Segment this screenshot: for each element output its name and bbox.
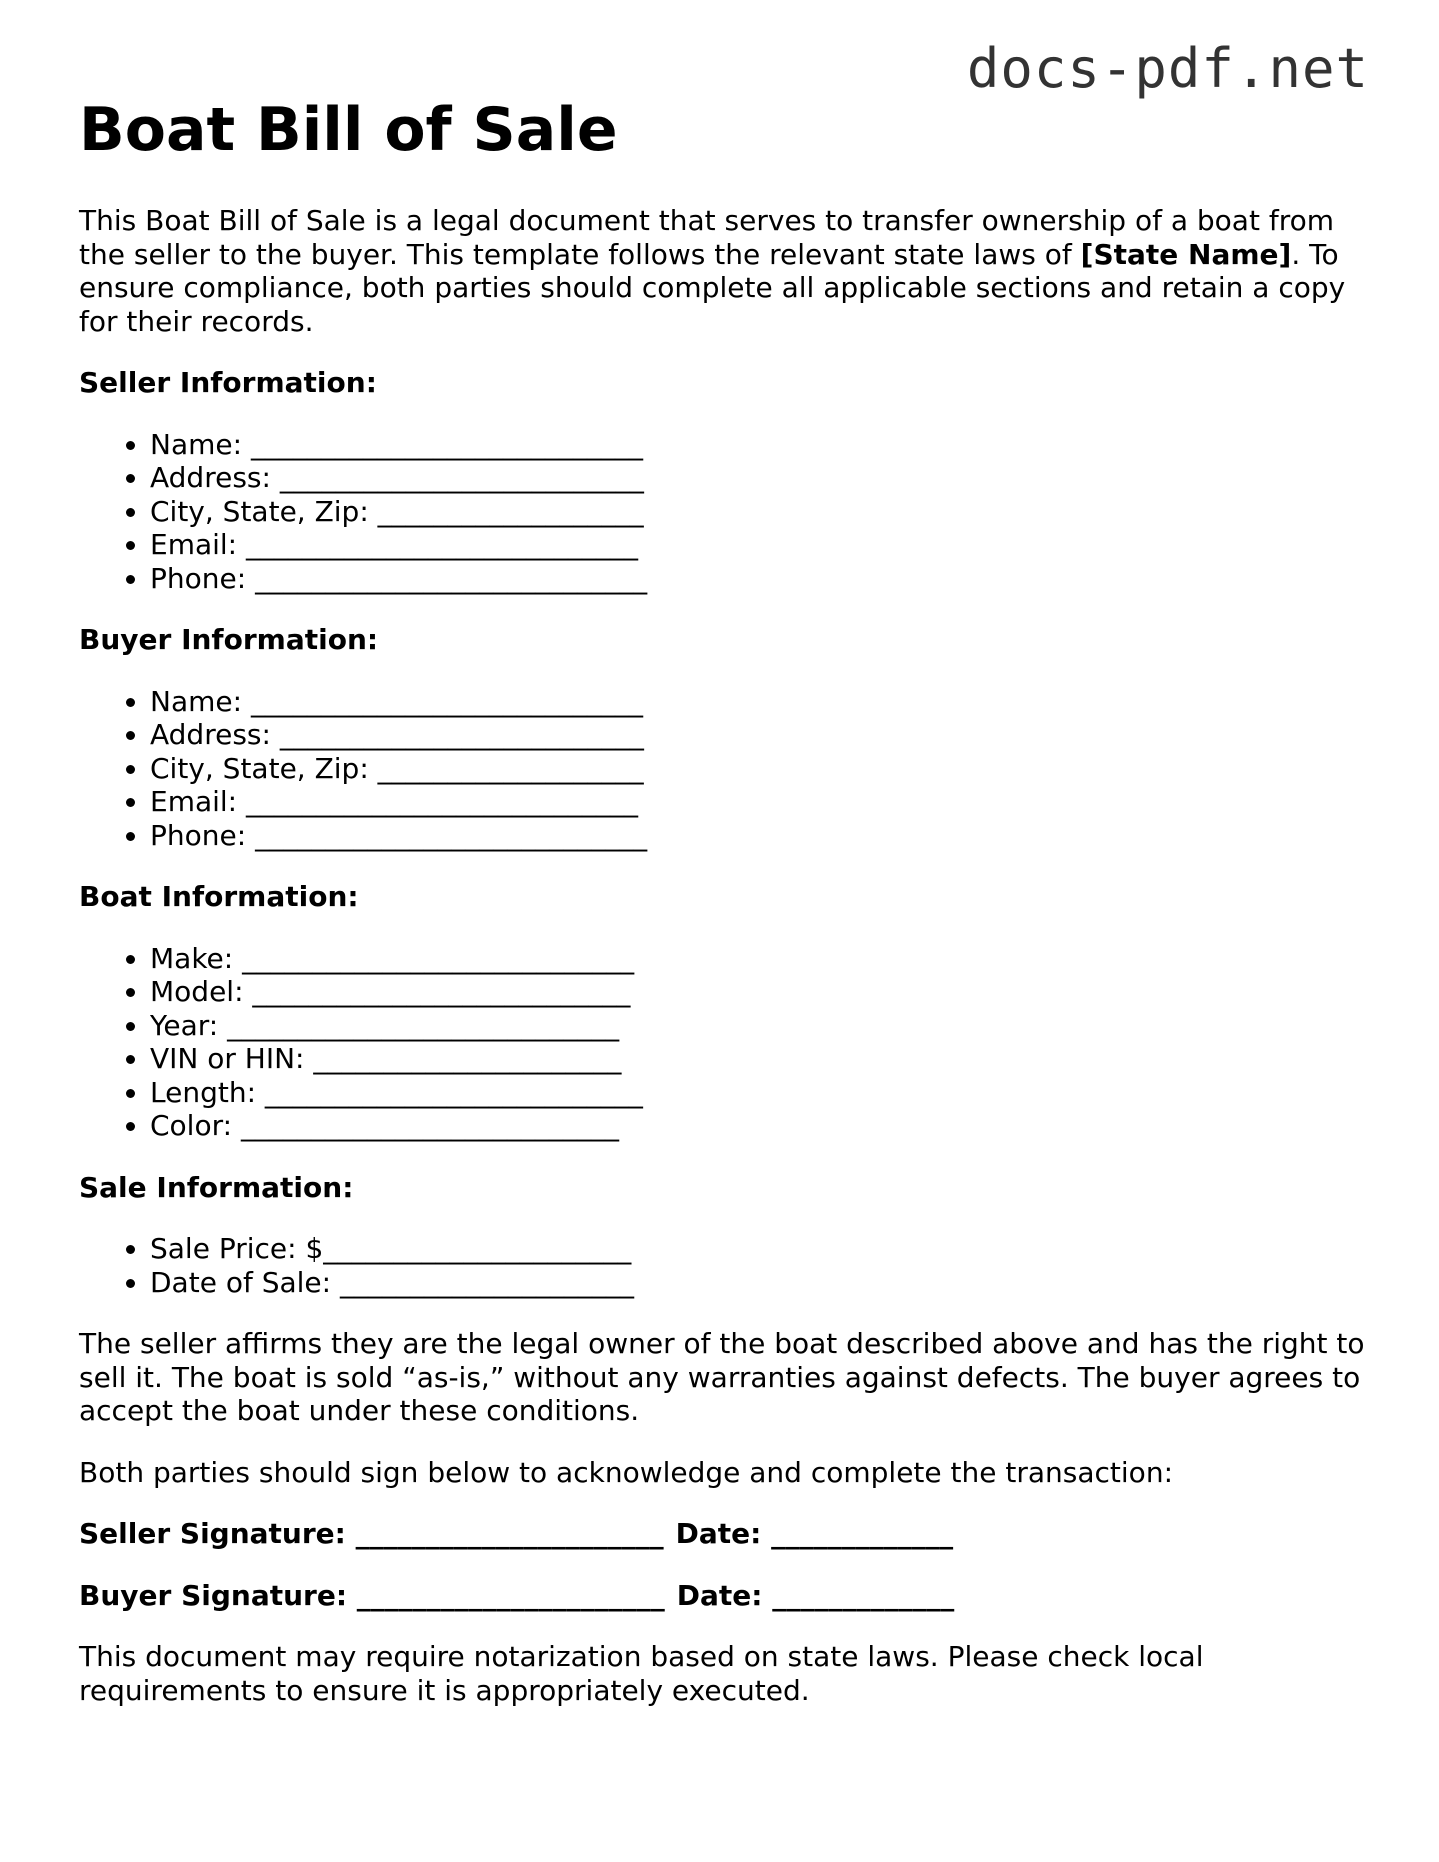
seller-signature-date-field[interactable]: Date: _____________ [675,1517,954,1550]
state-name-placeholder: [State Name] [1080,237,1292,271]
document-title: Boat Bill of Sale [79,95,618,165]
affirmation-paragraph: The seller affirms they are the legal owner of the boat described above and has the right to sell it. The boat is sold “as-is,” without any warranties against defects. The buyer agrees to accept the boat under these conditions. [79,1327,1365,1427]
boat-color-field[interactable]: • Color: ___________________________ [150,1109,1369,1143]
boat-year-field[interactable]: • Year: ____________________________ [150,1009,1369,1043]
intro-paragraph [79,204,1369,338]
boat-vin-hin-field[interactable]: • VIN or HIN: ______________________ [150,1042,1369,1076]
seller-signature-field[interactable]: Seller Signature: ______________________ [79,1517,664,1550]
boat-fields-list [79,942,1369,1143]
boat-section-heading: Boat Information: [79,880,359,913]
seller-name-field[interactable]: • Name: ____________________________ [150,428,1369,462]
seller-city-state-zip-field[interactable]: • City, State, Zip: ___________________ [150,495,1369,529]
sale-section-heading: Sale Information: [79,1170,354,1204]
document-page [79,96,1369,1707]
buyer-email-field[interactable]: • Email: ____________________________ [150,785,1369,819]
seller-signature-row [79,1517,1369,1551]
seller-phone-field[interactable]: • Phone: ____________________________ [150,562,1369,596]
sale-date-field[interactable]: • Date of Sale: _____________________ [150,1266,1369,1300]
watermark: docs-pdf.net [966,37,1369,100]
buyer-address-field[interactable]: • Address: __________________________ [150,718,1369,752]
boat-make-field[interactable]: • Make: ____________________________ [150,942,1369,976]
buyer-signature-field[interactable]: Buyer Signature: ______________________ [79,1578,665,1612]
seller-section-heading: Seller Information: [79,366,377,399]
sign-instruction: Both parties should sign below to acknowledge and complete the transaction: [79,1455,1173,1489]
seller-fields-list [79,428,1369,596]
buyer-section-heading: Buyer Information: [79,623,379,656]
buyer-signature-date-field[interactable]: Date: _____________ [676,1578,955,1612]
notarization-note: This document may require notarization based on state laws. Please check local requirements to ensure it is appropriately executed. [79,1640,1204,1707]
sale-fields-list [79,1232,1369,1299]
seller-email-field[interactable]: • Email: ____________________________ [150,528,1369,562]
sale-price-field[interactable]: • Sale Price: $______________________ [150,1232,1369,1266]
buyer-city-state-zip-field[interactable]: • City, State, Zip: ___________________ [150,752,1369,786]
buyer-fields-list [79,685,1369,853]
buyer-phone-field[interactable]: • Phone: ____________________________ [150,819,1369,853]
buyer-signature-row [79,1579,1369,1613]
seller-address-field[interactable]: • Address: __________________________ [150,461,1369,495]
intro-text-end: . To ensure compliance, both parties should complete all applicable sections and retain a copy for their records. [79,237,1346,338]
boat-length-field[interactable]: • Length: ___________________________ [150,1076,1369,1110]
buyer-name-field[interactable]: • Name: ____________________________ [150,685,1369,719]
intro-text-start: This Boat Bill of Sale is a legal document that serves to transfer ownership of a boat from the seller to the buyer. This template follows the relevant state laws of [79,204,1334,271]
boat-model-field[interactable]: • Model: ___________________________ [150,975,1369,1009]
